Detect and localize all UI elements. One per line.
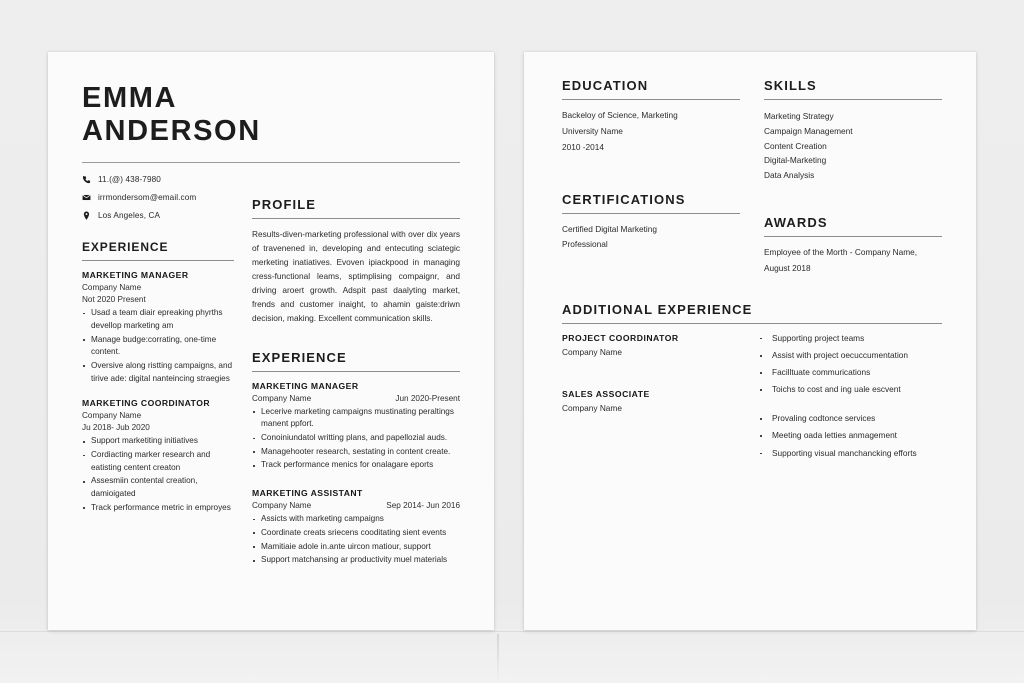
job-bullet: Track performance menics for onalagare eports: [252, 459, 460, 472]
left-page-content: [82, 82, 460, 580]
job-bullet: Mamitiaie adole in.ante uircon matiour, support: [252, 541, 460, 554]
certification-line: Certified Digital Marketing: [562, 223, 657, 234]
ae-bullet-group: [758, 413, 942, 459]
job-title: MARKETING ASSISTANT: [252, 488, 363, 499]
section-additional-experience: [562, 302, 942, 465]
ae-bullet: Facilltuate commurications: [758, 367, 942, 378]
job-company: Company Name: [82, 411, 142, 421]
section-divider: [562, 323, 942, 324]
education-line: 2010 -2014: [562, 141, 604, 152]
section-experience-main: [252, 350, 460, 567]
job-dates: Not 2020 Present: [82, 295, 146, 305]
page-title: [82, 82, 460, 148]
section-divider: [82, 260, 234, 261]
job-title: MARKETING COORDINATOR: [82, 398, 211, 409]
education-column: [562, 78, 740, 254]
left-column: [82, 175, 234, 527]
ae-bullet: Supporting visual manchancking efforts: [758, 448, 942, 459]
job-dates: Sep 2014- Jun 2016: [386, 501, 460, 511]
ae-bullet: Toichs to cost and ing uale escvent: [758, 384, 942, 395]
job-bullet: Manage budge:corrating, one-time content.: [82, 334, 234, 359]
contact-list: [82, 175, 234, 220]
additional-experience-body: [562, 333, 942, 465]
job-title: MARKETING MANAGER: [82, 270, 189, 281]
section-heading-certifications: CERTIFICATIONS: [562, 191, 686, 207]
resume-page-left: [48, 52, 494, 630]
additional-experience-entry: [562, 333, 738, 357]
location-pin-icon: [82, 211, 91, 220]
section-divider: [764, 236, 942, 237]
section-experience-left: [82, 240, 234, 514]
job-bullets: [82, 307, 234, 385]
last-name: ANDERSON: [82, 115, 261, 148]
job-bullets: [82, 435, 234, 514]
section-heading-awards: AWARDS: [764, 214, 828, 230]
awards-lines: [764, 246, 942, 275]
education-lines: [562, 109, 740, 154]
job-dates: Ju 2018- Jub 2020: [82, 423, 150, 433]
phone-icon: [82, 175, 91, 184]
section-awards: [764, 215, 942, 275]
ae-job-company: Company Name: [562, 346, 622, 357]
right-column: [252, 175, 460, 580]
skill-item: Data Analysis: [764, 170, 815, 181]
award-line: August 2018: [764, 262, 811, 273]
job-bullet: Assesmiin contental creation, damioigated: [82, 475, 234, 500]
contact-email[interactable]: [82, 193, 234, 202]
job-bullet: Oversive along ristting campaigns, and tirive ade: digital nanteincing straegies: [82, 360, 234, 385]
section-divider: [562, 99, 740, 100]
certification-line: Professional: [562, 239, 608, 250]
job-bullets: [252, 406, 460, 473]
section-divider: [764, 99, 942, 100]
section-education: [562, 78, 740, 154]
section-divider: [562, 213, 740, 214]
job-bullet: Coordinate creats sriecens cooditating sient events: [252, 527, 460, 540]
job-bullet: Support matchansing ar productivity muel materials: [252, 554, 460, 567]
ae-bullet: Assist with project oecuccumentation: [758, 350, 942, 361]
ae-job-title: PROJECT COORDINATOR: [562, 332, 679, 343]
desk-seam: [0, 631, 1024, 632]
section-heading-experience-main: EXPERIENCE: [252, 349, 347, 365]
contact-location[interactable]: [82, 211, 234, 220]
left-page-columns: [82, 175, 460, 580]
section-skills: [764, 78, 942, 183]
ae-bullet-group: [758, 333, 942, 396]
job-meta: [252, 394, 460, 403]
job-bullet: Track performance metric in emproyes: [82, 502, 234, 515]
section-heading-skills: SKILLS: [764, 78, 817, 93]
job-bullets: [252, 513, 460, 567]
skill-item: Digital-Marketing: [764, 155, 827, 166]
education-line: University Name: [562, 125, 623, 136]
ae-job-title: SALES ASSOCIATE: [562, 388, 650, 399]
contact-phone[interactable]: [82, 175, 234, 184]
additional-experience-entry: [562, 389, 738, 413]
section-heading-education: EDUCATION: [562, 78, 649, 93]
section-divider: [252, 371, 460, 372]
ae-bullet: Provaling codtonce services: [758, 413, 942, 424]
job-bullet: Conoiniundatol writting plans, and papellozial auds.: [252, 432, 460, 445]
additional-experience-titles: [562, 333, 738, 413]
certification-lines: [562, 223, 740, 252]
section-certifications: [562, 192, 740, 252]
skills-column: [764, 78, 942, 278]
skill-item: Content Creation: [764, 140, 827, 151]
first-name: EMMA: [82, 82, 178, 114]
award-line: Employee of the Morth - Company Name,: [764, 246, 918, 257]
job-entry: [252, 381, 460, 473]
education-line: Backeloy of Science, Marketing: [562, 110, 678, 120]
job-bullet: Assicts with marketing campaigns: [252, 513, 460, 526]
job-company: Company Name: [252, 393, 312, 403]
profile-text: Results-diven-marketing professional with over dix years of travenened in, developing and entecuting sciategic merketing inatiatives. Evoven ipiackpood in managing cress-functional leams, sptimplising compaignr, and driving aroert growth. Adspit past daalyting market, frends and customer inaight, to ahamin gaiste:driwn decision, making. Excellent communication skills.: [252, 229, 460, 323]
skill-item: Marketing Strategy: [764, 111, 834, 121]
envelope-icon: [82, 193, 91, 202]
contact-email-text: irrmondersom@email.com: [98, 193, 197, 203]
ae-bullet: Supporting project teams: [758, 333, 942, 344]
job-entry: [82, 270, 234, 385]
contact-location-text: Los Angeles, CA: [98, 211, 161, 221]
job-bullet: Managehooter research, sestating in content create.: [252, 446, 460, 459]
desk-crease: [497, 634, 499, 683]
section-divider: [252, 218, 460, 219]
job-bullet: Support marketiting initiatives: [82, 435, 234, 448]
skill-item: Campaign Management: [764, 125, 853, 136]
job-company: Company Name: [252, 501, 312, 511]
job-bullet: Usad a team diair epreaking phyrths devellop marketing am: [82, 307, 234, 332]
job-meta: [252, 501, 460, 510]
right-page-columns: [562, 78, 942, 278]
section-heading-experience-left: EXPERIENCE: [82, 240, 169, 255]
job-entry: [252, 488, 460, 567]
resume-page-right: [524, 52, 976, 630]
section-heading-additional-experience: ADDITIONAL EXPERIENCE: [562, 301, 753, 317]
job-bullet: Lecerive marketing campaigns mustinating peraltings manent ppfort.: [252, 406, 460, 431]
job-title: MARKETING MANAGER: [252, 380, 359, 391]
job-dates: Jun 2020-Present: [395, 393, 460, 403]
job-company: Company Name: [82, 283, 142, 293]
header-divider: [82, 162, 460, 163]
contact-phone-text: 11.(@) 438-7980: [98, 175, 161, 185]
section-profile: [252, 197, 460, 326]
ae-job-company: Company Name: [562, 402, 622, 413]
section-heading-profile: PROFILE: [252, 197, 317, 213]
skills-list: [764, 109, 942, 183]
ae-bullet: Meeting oada letties anmagement: [758, 430, 942, 441]
right-page-content: [562, 78, 942, 465]
additional-experience-bullets: [758, 333, 942, 465]
job-bullet: Cordiacting marker research and eatisting centent creaton: [82, 449, 234, 474]
job-entry: [82, 398, 234, 514]
